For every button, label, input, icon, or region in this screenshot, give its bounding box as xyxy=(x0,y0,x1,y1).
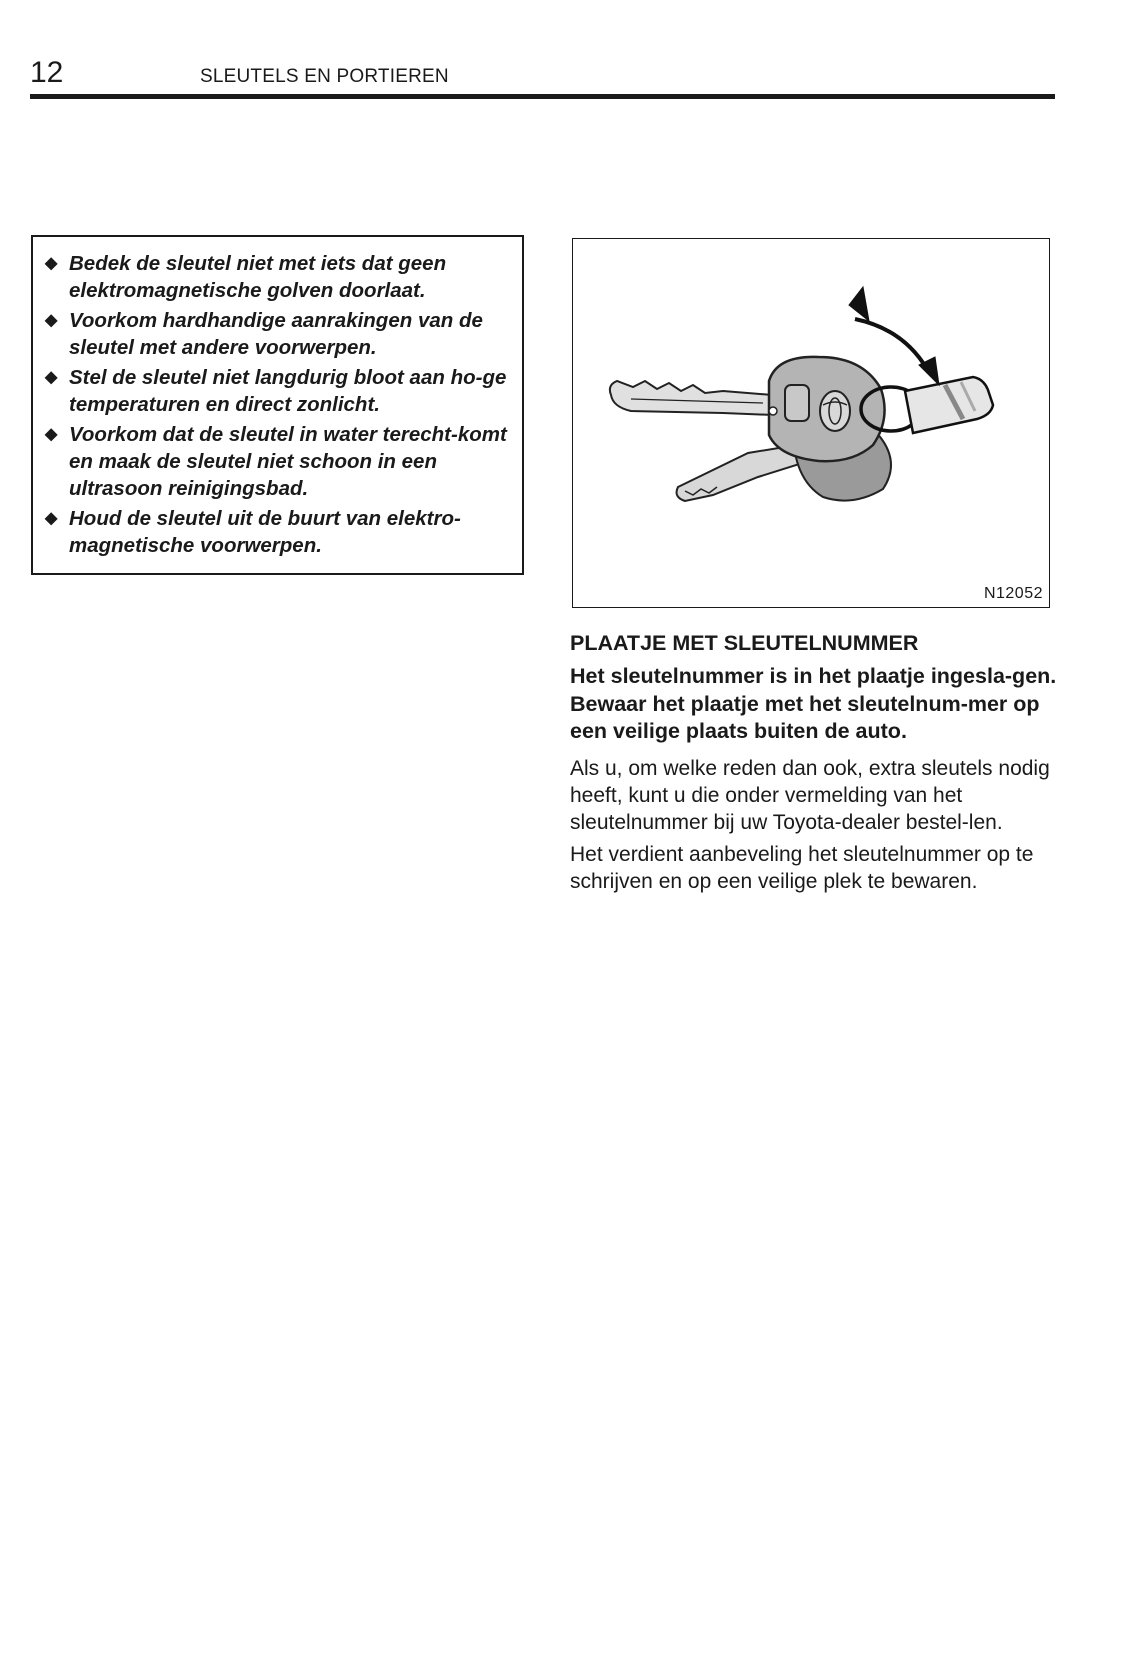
front-key-blade xyxy=(610,381,773,415)
caution-box xyxy=(31,235,524,575)
paragraph: Het verdient aanbeveling het sleutelnummer op te schrijven en op een veilige plek te bewaren. xyxy=(570,842,1034,893)
diamond-bullet-icon: ◆ xyxy=(45,510,58,527)
caution-text: Voorkom dat de sleutel in water terecht-komt en maak de sleutel niet schoon in een ultrasoon reinigingsbad. xyxy=(69,423,507,500)
right-text-column xyxy=(570,630,1058,900)
caution-text: Voorkom hardhandige aanrakingen van de sleutel met andere voorwerpen. xyxy=(69,309,483,359)
number-plate-tag xyxy=(905,377,993,433)
diamond-bullet-icon: ◆ xyxy=(45,369,58,386)
front-key-head xyxy=(769,357,885,461)
figure-code: N12052 xyxy=(983,585,1043,602)
paragraph: Als u, om welke reden dan ook, extra sleutels nodig heeft, kunt u die onder vermelding van het sleutelnummer bij uw Toyota-dealer bestel-len. xyxy=(570,756,1050,834)
caution-item xyxy=(45,250,512,304)
caution-item xyxy=(45,421,512,502)
caution-text: Houd de sleutel uit de buurt van elektro-magnetische voorwerpen. xyxy=(69,507,461,557)
section-heading: PLAATJE MET SLEUTELNUMMER xyxy=(570,631,919,655)
caution-item xyxy=(45,307,512,361)
caution-item xyxy=(45,505,512,559)
key-figure xyxy=(572,238,1050,608)
caution-text: Stel de sleutel niet langdurig bloot aan ho-ge temperaturen en direct zonlicht. xyxy=(69,366,507,416)
page-number: 12 xyxy=(30,56,64,89)
header-rule xyxy=(30,94,1055,99)
diamond-bullet-icon: ◆ xyxy=(45,426,58,443)
caution-item xyxy=(45,364,512,418)
caution-text: Bedek de sleutel niet met iets dat geen elektromagnetische golven doorlaat. xyxy=(69,252,447,302)
bold-paragraph: Het sleutelnummer is in het plaatje ingesla-gen. Bewaar het plaatje met het sleutelnum-mer op een veilige plaats buiten de auto. xyxy=(570,664,1057,743)
section-title: SLEUTELS EN PORTIEREN xyxy=(200,66,449,87)
key-with-number-plate-icon xyxy=(573,239,1048,606)
diamond-bullet-icon: ◆ xyxy=(45,312,58,329)
diamond-bullet-icon: ◆ xyxy=(45,255,58,272)
